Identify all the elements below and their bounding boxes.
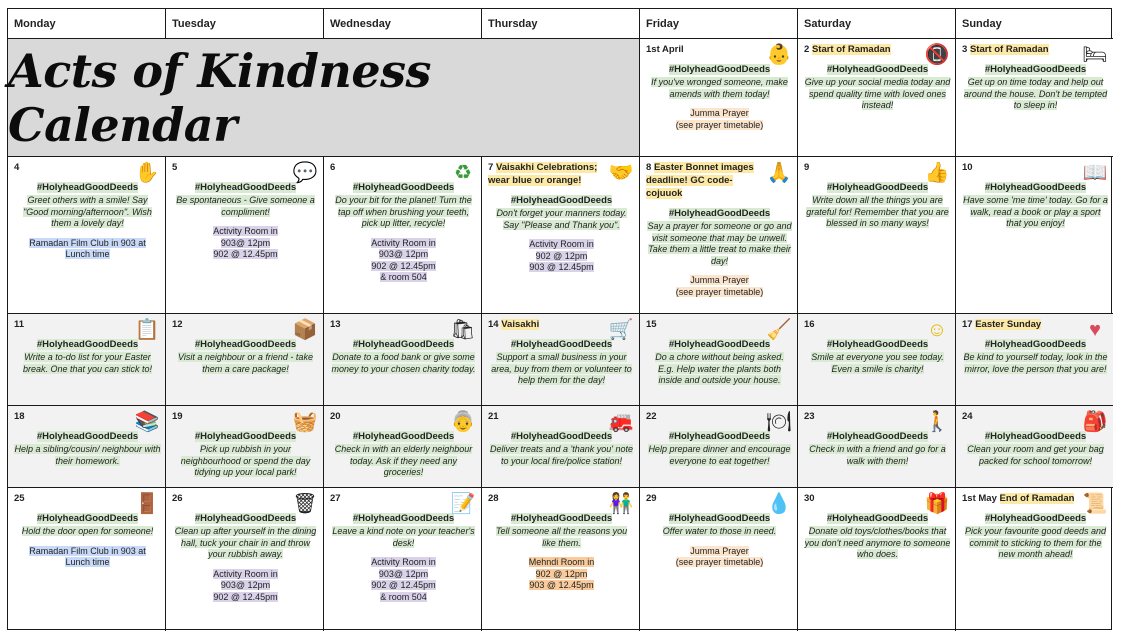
header-thursday: Thursday bbox=[482, 9, 640, 39]
kindness-activity: Deliver treats and a 'thank you' note to your local fire/police station! bbox=[489, 444, 634, 466]
kindness-activity: Have some 'me time' today. Go for a walk, read a book or play a sport that you enjoy! bbox=[963, 195, 1108, 228]
kindness-activity: Tell someone all the reasons you like them. bbox=[495, 526, 628, 548]
day-label: 8 bbox=[646, 162, 652, 173]
hashtag: #HolyheadGoodDeeds bbox=[984, 339, 1087, 350]
reading-icon: 📖 bbox=[1082, 162, 1108, 184]
day-number bbox=[172, 318, 289, 331]
note-line: Ramadan Film Club in 903 at bbox=[29, 545, 146, 556]
kindness-activity: Clean up after yourself in the dining hall, tuck your chair in and throw your rubbish away. bbox=[174, 526, 317, 559]
fire-station-icon: 🚒 bbox=[608, 411, 634, 433]
day-cell bbox=[482, 314, 640, 406]
day-number bbox=[14, 318, 131, 331]
day-cell bbox=[956, 488, 1113, 631]
shopping-cart-icon: 🛒 bbox=[608, 319, 634, 341]
note-line: 903 @ 12.45pm bbox=[529, 580, 594, 590]
note-line: Ramadan Film Club in 903 at bbox=[29, 237, 146, 248]
hashtag: #HolyheadGoodDeeds bbox=[510, 339, 613, 350]
kindness-activity: Be kind to yourself today, look in the mirror, love the person that you are! bbox=[963, 352, 1108, 374]
event-note bbox=[646, 275, 793, 298]
kindness-activity: Help prepare dinner and encourage everyone to eat together! bbox=[648, 444, 791, 466]
day-number bbox=[962, 161, 1079, 174]
rubbish-icon: 🧺 bbox=[292, 411, 318, 433]
day-cell bbox=[798, 157, 956, 314]
hashtag: #HolyheadGoodDeeds bbox=[352, 182, 455, 193]
day-number bbox=[646, 318, 763, 331]
day-label: 21 bbox=[488, 411, 499, 422]
day-number bbox=[14, 410, 131, 423]
calendar-title: Acts of Kindness Calendar bbox=[8, 43, 431, 152]
homework-icon: 📚 bbox=[134, 411, 160, 433]
waving-hand-icon: ✋ bbox=[134, 162, 160, 184]
day-number bbox=[172, 492, 289, 505]
kindness-activity: Do your bit for the planet! Turn the tap off when brushing your teeth, pick up litter, recycle! bbox=[335, 195, 472, 228]
note-line: 903@ 12pm bbox=[378, 568, 429, 579]
note-line: 902 @ 12.45pm bbox=[213, 249, 278, 259]
day-cell bbox=[324, 157, 482, 314]
hashtag: #HolyheadGoodDeeds bbox=[826, 64, 929, 75]
day-cell bbox=[640, 39, 798, 157]
hashtag: #HolyheadGoodDeeds bbox=[668, 339, 771, 350]
kindness-activity: Donate old toys/clothes/books that you don't need anymore to someone who does. bbox=[804, 526, 951, 559]
kindness-activity: Clean your room and get your bag packed for school tomorrow! bbox=[967, 444, 1104, 466]
calendar-grid bbox=[7, 8, 1112, 630]
hashtag: #HolyheadGoodDeeds bbox=[194, 513, 297, 524]
note-line: 903 @ 12.45pm bbox=[529, 262, 594, 272]
day-number bbox=[488, 492, 605, 505]
hashtag: #HolyheadGoodDeeds bbox=[352, 431, 455, 442]
day-number bbox=[962, 318, 1079, 331]
note-line: Jumma Prayer bbox=[690, 545, 749, 556]
day-number bbox=[646, 410, 763, 423]
hashtag: #HolyheadGoodDeeds bbox=[984, 182, 1087, 193]
day-cell bbox=[640, 157, 798, 314]
day-cell bbox=[8, 488, 166, 631]
hashtag: #HolyheadGoodDeeds bbox=[826, 431, 929, 442]
kindness-activity: Smile at everyone you see today. Even a smile is charity! bbox=[811, 352, 944, 374]
day-number bbox=[14, 492, 131, 505]
note-line: 902 @ 12.45pm bbox=[371, 580, 436, 590]
kindness-activity: Give up your social media today and spend quality time with loved ones instead! bbox=[804, 77, 951, 110]
handshake-icon: 🤝 bbox=[608, 162, 634, 184]
cleaning-icon: 🧹 bbox=[766, 319, 792, 341]
note-line: Jumma Prayer bbox=[690, 108, 749, 118]
day-number bbox=[14, 161, 131, 174]
note-line: 903@ 12pm bbox=[220, 580, 271, 590]
day-number bbox=[330, 318, 447, 331]
hashtag: #HolyheadGoodDeeds bbox=[984, 513, 1087, 524]
day-label: 16 bbox=[804, 319, 815, 330]
day-number bbox=[646, 43, 763, 56]
hashtag: #HolyheadGoodDeeds bbox=[826, 182, 929, 193]
elderly-icon: 👵 bbox=[450, 411, 476, 433]
kindness-activity: Don't forget your manners today. Say "Please and Thank you". bbox=[496, 208, 627, 230]
hashtag: #HolyheadGoodDeeds bbox=[352, 339, 455, 350]
hashtag: #HolyheadGoodDeeds bbox=[36, 339, 139, 350]
day-cell bbox=[798, 39, 956, 157]
donation-box-icon: 🎁 bbox=[924, 493, 950, 515]
walking-icon: 🚶 bbox=[924, 411, 950, 433]
day-label: 24 bbox=[962, 411, 973, 422]
note-line: Activity Room in bbox=[529, 239, 594, 249]
day-label: 11 bbox=[14, 319, 25, 330]
no-phone-icon: 📵 bbox=[924, 44, 950, 66]
bin-icon: 🗑 bbox=[292, 493, 318, 515]
day-cell bbox=[956, 39, 1113, 157]
event-note bbox=[172, 569, 319, 604]
hashtag: #HolyheadGoodDeeds bbox=[984, 64, 1087, 75]
speech-hearts-icon: 💬 bbox=[292, 162, 318, 184]
kindness-activity: Pick up rubbish in your neighbourhood or spend the day tidying up your local park! bbox=[180, 444, 311, 477]
hashtag: #HolyheadGoodDeeds bbox=[36, 431, 139, 442]
hashtag: #HolyheadGoodDeeds bbox=[826, 339, 929, 350]
day-label: 4 bbox=[14, 162, 20, 173]
day-number bbox=[804, 318, 921, 331]
hashtag: #HolyheadGoodDeeds bbox=[510, 513, 613, 524]
day-number bbox=[804, 161, 921, 174]
hashtag: #HolyheadGoodDeeds bbox=[510, 431, 613, 442]
event-label: Start of Ramadan bbox=[811, 44, 891, 55]
event-label: Easter Sunday bbox=[975, 319, 1042, 330]
note-line: (see prayer timetable) bbox=[675, 119, 764, 130]
kindness-activity: Support a small business in your area, buy from them or volunteer to help them for the day! bbox=[491, 352, 632, 385]
kindness-activity: Hold the door open for someone! bbox=[21, 526, 154, 536]
hashtag: #HolyheadGoodDeeds bbox=[984, 431, 1087, 442]
day-cell bbox=[8, 406, 166, 488]
day-label: 9 bbox=[804, 162, 810, 173]
backpack-icon: 🎒 bbox=[1082, 411, 1108, 433]
day-number bbox=[488, 410, 605, 423]
day-label: 28 bbox=[488, 493, 499, 504]
event-label: Easter Bonnet images deadline! GC code-cojuuok bbox=[646, 162, 754, 199]
kindness-activity: Help a sibling/cousin/ neighbour with their homework. bbox=[14, 444, 161, 466]
day-number bbox=[488, 318, 605, 331]
day-label: 1st May bbox=[962, 493, 997, 504]
sticky-notes-icon: 📝 bbox=[450, 493, 476, 515]
hashtag: #HolyheadGoodDeeds bbox=[194, 339, 297, 350]
day-label: 29 bbox=[646, 493, 657, 504]
hashtag: #HolyheadGoodDeeds bbox=[194, 182, 297, 193]
day-number bbox=[172, 161, 289, 174]
day-number bbox=[804, 492, 921, 505]
day-cell bbox=[166, 157, 324, 314]
day-cell bbox=[324, 314, 482, 406]
water-icon: 💧 bbox=[766, 493, 792, 515]
day-number bbox=[962, 410, 1079, 423]
hashtag: #HolyheadGoodDeeds bbox=[36, 182, 139, 193]
note-line: Activity Room in bbox=[213, 226, 278, 236]
day-number bbox=[330, 492, 447, 505]
note-line: & room 504 bbox=[380, 272, 427, 282]
hashtag: #HolyheadGoodDeeds bbox=[510, 195, 613, 206]
day-cell bbox=[8, 157, 166, 314]
header-monday: Monday bbox=[8, 9, 166, 39]
note-line: Activity Room in bbox=[371, 557, 436, 567]
event-note bbox=[646, 546, 793, 569]
day-number bbox=[330, 410, 447, 423]
day-cell bbox=[956, 314, 1113, 406]
note-line: Mehndi Room in bbox=[528, 557, 595, 567]
note-line: Activity Room in bbox=[371, 237, 436, 248]
kindness-activity: Check in with a friend and go for a walk with them! bbox=[809, 444, 946, 466]
header-wednesday: Wednesday bbox=[324, 9, 482, 39]
day-cell bbox=[166, 314, 324, 406]
note-line: Lunch time bbox=[65, 557, 110, 567]
day-number bbox=[962, 492, 1079, 505]
day-number bbox=[646, 492, 763, 505]
note-line: 902 @ 12pm bbox=[535, 250, 588, 261]
checklist-icon: 📋 bbox=[134, 319, 160, 341]
note-line: & room 504 bbox=[380, 591, 427, 602]
kindness-activity: Check in with an elderly neighbour today. Ask if they need any groceries! bbox=[334, 444, 473, 477]
hashtag: #HolyheadGoodDeeds bbox=[36, 513, 139, 524]
day-number bbox=[646, 161, 763, 200]
door-icon: 🚪 bbox=[134, 493, 160, 515]
day-label: 26 bbox=[172, 493, 183, 504]
kindness-activity: Donate to a food bank or give some money to your chosen charity today. bbox=[331, 352, 476, 374]
goals-icon: 📜 bbox=[1082, 493, 1108, 515]
note-line: (see prayer timetable) bbox=[675, 286, 764, 297]
day-label: 15 bbox=[646, 319, 657, 330]
smiley-icon: ☺ bbox=[926, 319, 948, 341]
note-line: Lunch time bbox=[65, 249, 110, 259]
day-label: 30 bbox=[804, 493, 815, 504]
day-label: 13 bbox=[330, 319, 341, 330]
event-label: End of Ramadan bbox=[999, 493, 1075, 504]
day-cell bbox=[324, 406, 482, 488]
note-line: 902 @ 12.45pm bbox=[213, 591, 278, 602]
day-number bbox=[488, 161, 605, 187]
day-cell bbox=[482, 488, 640, 631]
note-line: Jumma Prayer bbox=[690, 275, 749, 285]
kindness-activity: Greet others with a smile! Say "Good morning/afternoon". Wish them a lovely day! bbox=[23, 195, 152, 228]
event-note bbox=[646, 108, 793, 131]
hashtag: #HolyheadGoodDeeds bbox=[668, 513, 771, 524]
dinner-icon: 🍽 bbox=[766, 411, 792, 433]
day-number bbox=[330, 161, 447, 174]
day-number bbox=[962, 43, 1079, 56]
care-package-icon: 📦 bbox=[292, 319, 318, 341]
event-note bbox=[330, 557, 477, 603]
header-friday: Friday bbox=[640, 9, 798, 39]
day-number bbox=[804, 410, 921, 423]
day-cell bbox=[956, 406, 1113, 488]
day-cell bbox=[798, 314, 956, 406]
event-note bbox=[14, 546, 161, 569]
prayer-icon: 🙏 bbox=[766, 162, 792, 184]
day-label: 17 bbox=[962, 319, 973, 330]
kindness-activity: Say a prayer for someone or go and visit someone that may be unwell. Take them a little treat to make their day! bbox=[647, 221, 792, 266]
day-label: 22 bbox=[646, 411, 657, 422]
day-cell bbox=[798, 488, 956, 631]
day-label: 14 bbox=[488, 319, 499, 330]
kindness-activity: Write a to-do list for your Easter break. One that you can stick to! bbox=[22, 352, 153, 374]
event-note bbox=[330, 238, 477, 284]
day-cell bbox=[640, 314, 798, 406]
bed-icon: 🛏 bbox=[1082, 44, 1108, 66]
friends-icon: 👫 bbox=[608, 493, 634, 515]
header-tuesday: Tuesday bbox=[166, 9, 324, 39]
note-line: 903@ 12pm bbox=[378, 249, 429, 259]
hashtag: #HolyheadGoodDeeds bbox=[668, 431, 771, 442]
day-label: 23 bbox=[804, 411, 815, 422]
hashtag: #HolyheadGoodDeeds bbox=[352, 513, 455, 524]
note-line: (see prayer timetable) bbox=[675, 557, 764, 567]
day-cell bbox=[640, 406, 798, 488]
thumbs-up-icon: 👍 bbox=[924, 162, 950, 184]
note-line: 902 @ 12pm bbox=[535, 568, 588, 579]
day-cell bbox=[798, 406, 956, 488]
day-label: 10 bbox=[962, 162, 973, 173]
kindness-activity: Do a chore without being asked. E.g. Help water the plants both inside and outside your house. bbox=[655, 352, 784, 385]
day-label: 6 bbox=[330, 162, 336, 173]
note-line: 902 @ 12.45pm bbox=[371, 260, 436, 271]
header-sunday: Sunday bbox=[956, 9, 1113, 39]
self-love-icon: ♥ bbox=[1089, 319, 1101, 341]
event-note bbox=[488, 239, 635, 274]
day-label: 7 bbox=[488, 162, 494, 173]
day-label: 12 bbox=[172, 319, 183, 330]
day-cell bbox=[482, 157, 640, 314]
day-cell bbox=[8, 314, 166, 406]
event-note bbox=[14, 238, 161, 261]
kindness-activity: Write down all the things you are grateful for! Remember that you are blessed in so many ways! bbox=[806, 195, 949, 228]
event-label: Vaisakhi bbox=[501, 319, 540, 330]
kindness-activity: Be spontaneous - Give someone a compliment! bbox=[176, 195, 315, 217]
day-label: 5 bbox=[172, 162, 178, 173]
day-cell bbox=[166, 406, 324, 488]
day-label: 18 bbox=[14, 411, 25, 422]
day-label: 25 bbox=[14, 493, 25, 504]
hashtag: #HolyheadGoodDeeds bbox=[668, 64, 771, 75]
day-cell bbox=[482, 406, 640, 488]
baby-icon: 👶 bbox=[766, 44, 792, 66]
day-number bbox=[804, 43, 921, 56]
day-label: 1st April bbox=[646, 44, 684, 55]
kindness-activity: Offer water to those in need. bbox=[662, 526, 777, 536]
header-saturday: Saturday bbox=[798, 9, 956, 39]
event-note bbox=[488, 557, 635, 592]
day-cell bbox=[956, 157, 1113, 314]
kindness-activity: Leave a kind note on your teacher's desk! bbox=[332, 526, 475, 548]
kindness-activity: Get up on time today and help out around the house. Don't be tempted to sleep in! bbox=[963, 77, 1108, 110]
kindness-activity: If you've wronged someone, make amends with them today! bbox=[651, 77, 788, 99]
day-cell bbox=[166, 488, 324, 631]
hashtag: #HolyheadGoodDeeds bbox=[668, 208, 771, 219]
note-line: 903@ 12pm bbox=[220, 237, 271, 248]
day-cell bbox=[324, 488, 482, 631]
hashtag: #HolyheadGoodDeeds bbox=[194, 431, 297, 442]
day-label: 3 bbox=[962, 44, 968, 55]
recycle-icon: ♻ bbox=[454, 162, 472, 184]
groceries-icon: 🛍 bbox=[450, 319, 476, 341]
event-label: Start of Ramadan bbox=[969, 44, 1049, 55]
day-cell bbox=[640, 488, 798, 631]
calendar-title-banner bbox=[8, 39, 640, 157]
kindness-activity: Pick your favourite good deeds and commit to sticking to them for the new month ahead! bbox=[964, 526, 1107, 559]
day-label: 20 bbox=[330, 411, 341, 422]
day-label: 27 bbox=[330, 493, 341, 504]
event-label: Vaisakhi Celebrations; wear blue or orange! bbox=[488, 162, 598, 186]
note-line: Activity Room in bbox=[213, 568, 278, 579]
hashtag: #HolyheadGoodDeeds bbox=[826, 513, 929, 524]
event-note bbox=[172, 226, 319, 261]
day-number bbox=[172, 410, 289, 423]
day-label: 2 bbox=[804, 44, 810, 55]
day-label: 19 bbox=[172, 411, 183, 422]
kindness-activity: Visit a neighbour or a friend - take them a care package! bbox=[178, 352, 313, 374]
